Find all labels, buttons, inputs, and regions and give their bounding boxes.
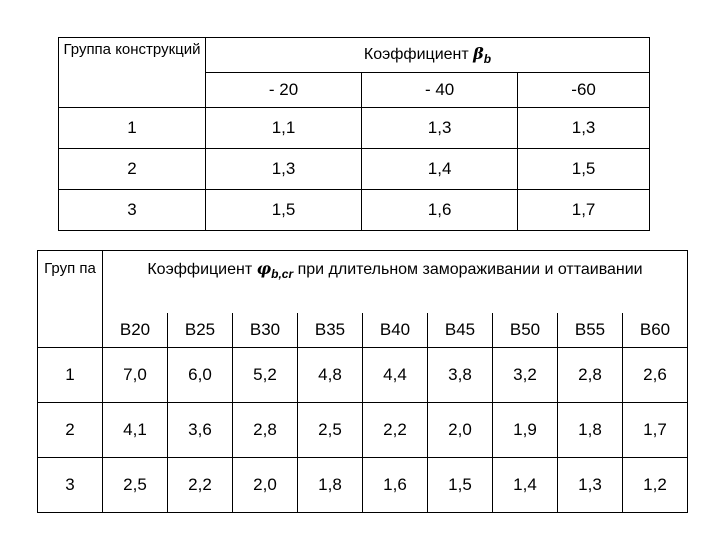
coef-label: Коэффициент xyxy=(147,261,253,278)
value-cell: 1,5 xyxy=(428,458,493,513)
table2-header-row xyxy=(38,251,688,314)
value-cell: 2,6 xyxy=(623,348,688,403)
coef-header-cell xyxy=(103,251,688,314)
value-cell: 7,0 xyxy=(103,348,168,403)
value-cell: 1,6 xyxy=(362,190,518,231)
value-cell: 6,0 xyxy=(168,348,233,403)
value-cell: 2,8 xyxy=(558,348,623,403)
temp-header: - 20 xyxy=(206,73,362,108)
value-cell: 3,8 xyxy=(428,348,493,403)
table-row xyxy=(38,458,688,513)
group-header: Группа конструкций xyxy=(63,41,201,58)
table-row xyxy=(38,403,688,458)
coef-header-cell xyxy=(206,38,650,73)
value-cell: 2,0 xyxy=(233,458,298,513)
value-cell: 1,4 xyxy=(362,149,518,190)
value-cell: 3,6 xyxy=(168,403,233,458)
value-cell: 2,5 xyxy=(298,403,363,458)
temp-header: - 40 xyxy=(362,73,518,108)
group-cell: 3 xyxy=(38,458,103,513)
value-cell: 1,9 xyxy=(493,403,558,458)
value-cell: 5,2 xyxy=(233,348,298,403)
temp-header: -60 xyxy=(518,73,650,108)
class-header: B20 xyxy=(103,313,168,348)
table1-header-row xyxy=(59,38,650,73)
group-header: Груп па xyxy=(44,260,96,277)
coef-label: Коэффициент xyxy=(363,45,469,63)
group-cell: 1 xyxy=(59,108,206,149)
value-cell: 4,1 xyxy=(103,403,168,458)
value-cell: 1,5 xyxy=(518,149,650,190)
group-header-cell xyxy=(59,38,206,108)
class-header: B45 xyxy=(428,313,493,348)
class-header: B50 xyxy=(493,313,558,348)
value-cell: 1,3 xyxy=(558,458,623,513)
group-header-cell xyxy=(38,251,103,348)
value-cell: 2,2 xyxy=(168,458,233,513)
value-cell: 1,2 xyxy=(623,458,688,513)
coef-symbol: φ xyxy=(256,259,272,278)
coef-symbol: β xyxy=(473,43,484,63)
beta-coefficient-table xyxy=(58,37,650,231)
value-cell: 1,3 xyxy=(362,108,518,149)
table2-classes-row xyxy=(38,313,688,348)
class-header: B35 xyxy=(298,313,363,348)
group-cell: 1 xyxy=(38,348,103,403)
table-row xyxy=(59,149,650,190)
value-cell: 1,4 xyxy=(493,458,558,513)
value-cell: 2,2 xyxy=(363,403,428,458)
value-cell: 1,7 xyxy=(623,403,688,458)
value-cell: 1,6 xyxy=(363,458,428,513)
value-cell: 3,2 xyxy=(493,348,558,403)
class-header: B55 xyxy=(558,313,623,348)
value-cell: 4,8 xyxy=(298,348,363,403)
value-cell: 4,4 xyxy=(363,348,428,403)
group-cell: 2 xyxy=(59,149,206,190)
value-cell: 1,8 xyxy=(298,458,363,513)
value-cell: 1,8 xyxy=(558,403,623,458)
coef-subscript: b xyxy=(483,52,492,67)
value-cell: 1,1 xyxy=(206,108,362,149)
class-header: B30 xyxy=(233,313,298,348)
table-row xyxy=(38,348,688,403)
value-cell: 1,7 xyxy=(518,190,650,231)
coef-description: при длительном замораживании и оттаивании xyxy=(297,261,643,278)
group-cell: 3 xyxy=(59,190,206,231)
value-cell: 2,0 xyxy=(428,403,493,458)
group-cell: 2 xyxy=(38,403,103,458)
class-header: B40 xyxy=(363,313,428,348)
table-row xyxy=(59,108,650,149)
value-cell: 2,5 xyxy=(103,458,168,513)
value-cell: 1,3 xyxy=(206,149,362,190)
class-header: B60 xyxy=(623,313,688,348)
coef-subscript: b,cr xyxy=(271,267,294,282)
table-row xyxy=(59,190,650,231)
value-cell: 1,5 xyxy=(206,190,362,231)
value-cell: 1,3 xyxy=(518,108,650,149)
value-cell: 2,8 xyxy=(233,403,298,458)
class-header: B25 xyxy=(168,313,233,348)
phi-coefficient-table xyxy=(37,250,688,513)
